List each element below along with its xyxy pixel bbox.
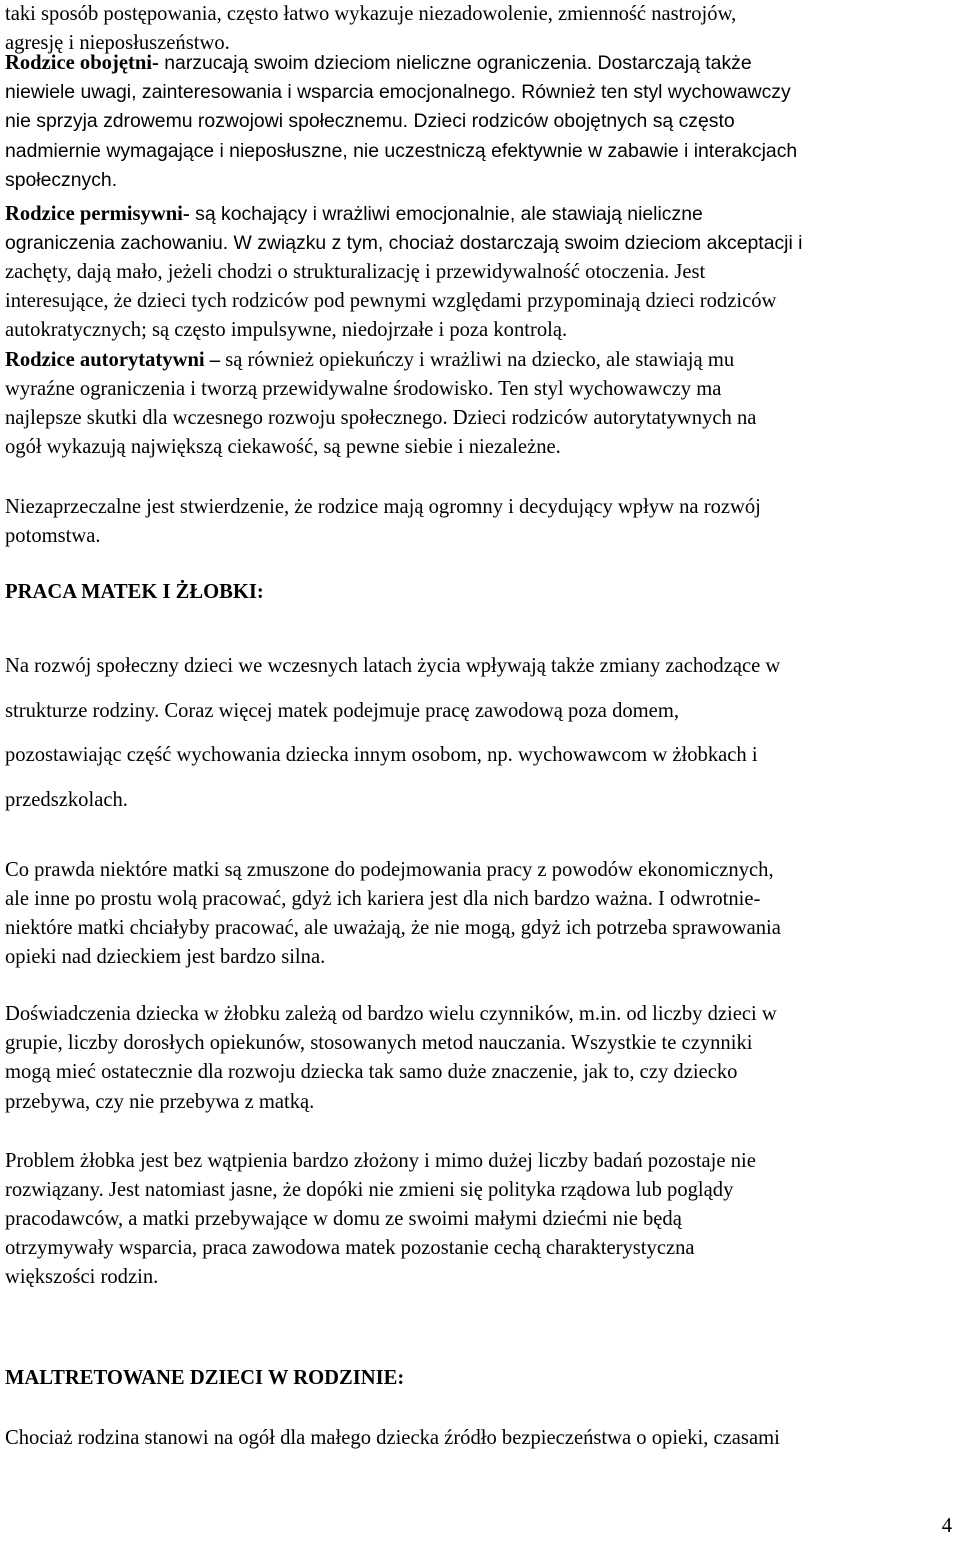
term-autorytatywni: Rodzice autorytatywni – [5,349,221,371]
term-permisywni: Rodzice permisywni- [5,203,190,225]
text-line: większości rodzin. [5,1266,159,1288]
text-line: Chociaż rodzina stanowi na ogół dla małego dziecka źródło bezpieczeństwa o opieki, czasami [5,1427,780,1449]
text-line: Niezaprzeczalne jest stwierdzenie, że rodzice mają ogromny i decydujący wpływ na rozwój [5,496,761,518]
text-line: niewiele uwagi, zainteresowania i wsparcia emocjonalnego. Również ten styl wychowawczy [5,81,791,103]
text-run: są również opiekuńczy i wrażliwi na dziecko, ale stawiają mu [220,349,735,371]
text-line: opieki nad dzieckiem jest bardzo silna. [5,946,326,968]
text-line: agresję i nieposłuszeństwo. [5,32,230,54]
text-line: potomstwa. [5,525,101,547]
text-line: autokratycznych; są często impulsywne, niedojrzałe i poza kontrolą. [5,319,568,341]
text-line: Doświadczenia dziecka w żłobku zależą od bardzo wielu czynników, m.in. od liczby dzieci w [5,1003,777,1025]
text-line: pracodawców, a matki przebywające w domu ze swoimi małymi dziećmi nie będą [5,1208,682,1230]
paragraph-autorytatywni-line [5,346,734,375]
text-line: otrzymywały wsparcia, praca zawodowa matek pozostanie cechą charakterystyczna [5,1237,695,1259]
text-line: grupie, liczby dorosłych opiekunów, stosowanych metod nauczania. Wszystkie te czynniki [5,1032,753,1054]
text-run: narzucają swoim dzieciom nieliczne ograniczenia. Dostarczają także [158,52,752,74]
text-line: przedszkolach. [5,789,128,811]
paragraph-obojetni-line [5,49,752,78]
page-number: 4 [941,1515,952,1537]
text-line: strukturze rodziny. Coraz więcej matek podejmuje pracę zawodową poza domem, [5,700,679,722]
text-line: przebywa, czy nie przebywa z matką. [5,1091,315,1113]
text-line: pozostawiając część wychowania dziecka innym osobom, np. wychowawcom w żłobkach i [5,744,758,766]
text-line: Na rozwój społeczny dzieci we wczesnych latach życia wpływają także zmiany zachodzące w [5,655,781,677]
text-line: Co prawda niektóre matki są zmuszone do podejmowania pracy z powodów ekonomicznych, [5,859,774,881]
text-line: Problem żłobka jest bez wątpienia bardzo złożony i mimo dużej liczby badań pozostaje nie [5,1150,756,1172]
paragraph-permisywni-line [5,200,703,229]
text-run: są kochający i wrażliwi emocjonalnie, ale stawiają nieliczne [189,203,703,225]
term-obojetni: Rodzice obojętni- [5,52,159,74]
text-line: ogół wykazują największą ciekawość, są pewne siebie i niezależne. [5,436,561,458]
text-line: nie sprzyja zdrowemu rozwojowi społecznemu. Dzieci rodziców obojętnych są często [5,110,735,132]
text-line: mogą mieć ostatecznie dla rozwoju dziecka tak samo duże znaczenie, jak to, czy dziecko [5,1061,738,1083]
text-line: wyraźne ograniczenia i tworzą przewidywalne środowisko. Ten styl wychowawczy ma [5,378,722,400]
text-line: najlepsze skutki dla wczesnego rozwoju społecznego. Dzieci rodziców autorytatywnych na [5,407,757,429]
section-heading-maltretowane: MALTRETOWANE DZIECI W RODZINIE: [5,1367,405,1389]
text-line: niektóre matki chciałyby pracować, ale uważają, że nie mogą, gdyż ich potrzeba sprawowania [5,917,781,939]
text-line: ale inne po prostu wolą pracować, gdyż ich kariera jest dla nich bardzo ważna. I odwrotnie- [5,888,761,910]
text-line: interesujące, że dzieci tych rodziców pod pewnymi względami przypominają dzieci rodziców [5,290,777,312]
section-heading-praca-matek: PRACA MATEK I ŻŁOBKI: [5,581,264,603]
text-line: nadmiernie wymagające i nieposłuszne, nie uczestniczą efektywnie w zabawie i interakcjach [5,140,798,162]
text-line [5,229,803,258]
text-line: zachęty, dają mało, jeżeli chodzi o strukturalizację i przewidywalność otoczenia. Jest [5,261,706,283]
text-run: ograniczenia zachowaniu. W związku z tym, chociaż dostarczają swoim dzieciom akceptacji i [5,232,803,254]
text-line: społecznych. [5,169,118,191]
text-line: taki sposób postępowania, często łatwo wykazuje niezadowolenie, zmienność nastrojów, [5,3,737,25]
text-line: rozwiązany. Jest natomiast jasne, że dopóki nie zmieni się polityka rządowa lub poglądy [5,1179,734,1201]
